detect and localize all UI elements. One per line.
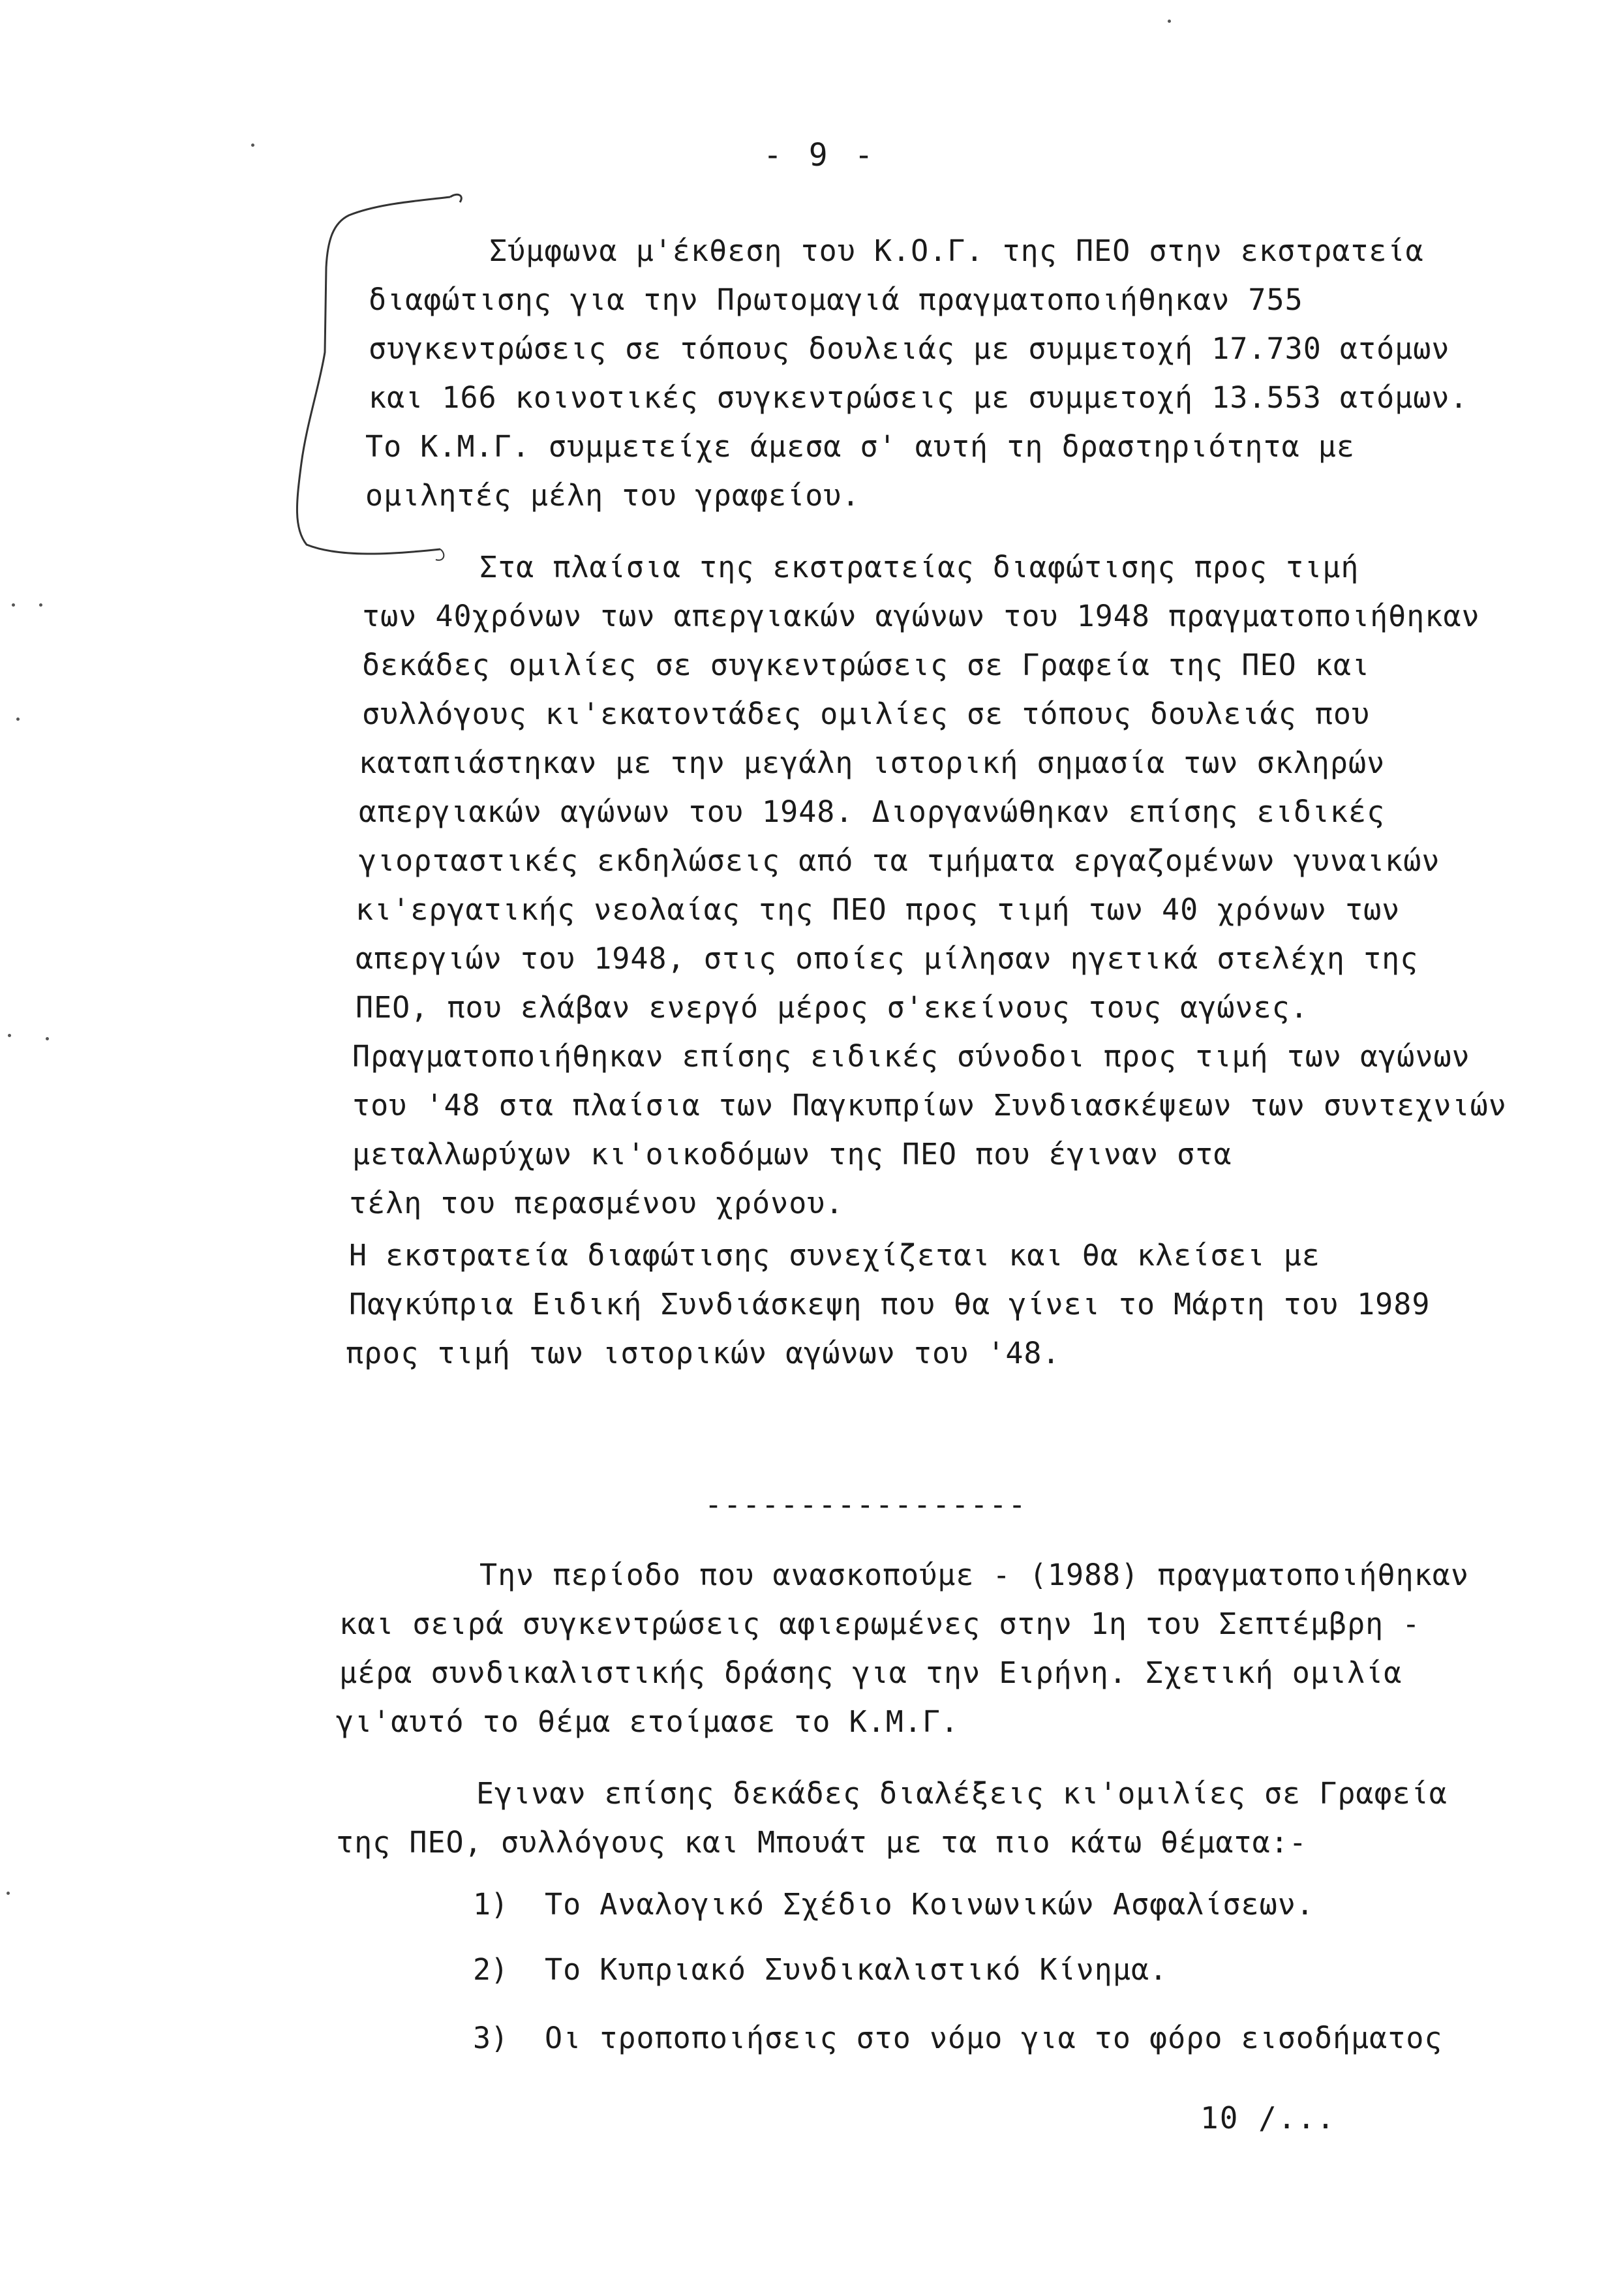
text-line: τέλη του περασμένου χρόνου. [349, 1186, 844, 1220]
text-line: συλλόγους κι'εκατοντάδες ομιλίες σε τόπους δουλειάς που [362, 697, 1371, 731]
text-line: του '48 στα πλαίσια των Παγκυπρίων Συνδιασκέψεων των συντεχνιών [352, 1088, 1507, 1123]
text-line: Την περίοδο που ανασκοπούμε - (1988) πραγματοποιήθηκαν [479, 1558, 1469, 1592]
list-item-number: 1) [473, 1887, 509, 1922]
list-item-text: Οι τροποποιήσεις στο νόμο για το φόρο εισοδήματος [545, 2021, 1443, 2055]
text-line: Η εκστρατεία διαφώτισης συνεχίζεται και θα κλείσει με [349, 1238, 1320, 1273]
text-line: γιορταστικές εκδηλώσεις από τα τμήματα εργαζομένων γυναικών [359, 843, 1440, 878]
text-line: προς τιμή των ιστορικών αγώνων του '48. [346, 1336, 1061, 1370]
scan-speck [251, 144, 254, 147]
text-line: της ΠΕΟ, συλλόγους και Μπουάτ με τα πιο κάτω θέματα:- [336, 1825, 1307, 1860]
scan-speck [7, 1892, 10, 1895]
text-line: Παγκύπρια Ειδική Συνδιάσκεψη που θα γίνει το Μάρτη του 1989 [349, 1287, 1431, 1322]
text-line: ΠΕΟ, που ελάβαν ενεργό μέρος σ'εκείνους τους αγώνες. [356, 990, 1309, 1025]
text-line: απεργιακών αγώνων του 1948. Διοργανώθηκαν επίσης ειδικές [359, 794, 1386, 829]
section-separator: ----------------- [705, 1487, 1027, 1522]
scan-speck [8, 1034, 11, 1037]
list-item-text: Το Αναλογικό Σχέδιο Κοινωνικών Ασφαλίσεων. [545, 1887, 1314, 1922]
text-line: και σειρά συγκεντρώσεις αφιερωμένες στην 1η του Σεπτέμβρη - [339, 1607, 1421, 1641]
text-line: δεκάδες ομιλίες σε συγκεντρώσεις σε Γραφεία της ΠΕΟ και [362, 648, 1371, 682]
list-item-text: Το Κυπριακό Συνδικαλιστικό Κίνημα. [545, 1952, 1168, 1987]
text-line: γι'αυτό το θέμα ετοίμασε το Κ.Μ.Γ. [336, 1704, 960, 1739]
page-number: - 9 - [763, 137, 877, 174]
continuation-marker: 10 /... [1200, 2100, 1336, 2136]
text-line: Το Κ.Μ.Γ. συμμετείχε άμεσα σ' αυτή τη δραστηριότητα με [365, 429, 1355, 464]
text-line: συγκεντρώσεις σε τόπους δουλειάς με συμμετοχή 17.730 ατόμων [369, 331, 1450, 366]
text-line: διαφώτισης για την Πρωτομαγιά πραγματοποιήθηκαν 755 [369, 282, 1303, 317]
scan-speck [12, 603, 15, 607]
text-line: κι'εργατικής νεολαίας της ΠΕΟ προς τιμή των 40 χρόνων των [356, 892, 1401, 927]
text-line: Στα πλαίσια της εκστρατείας διαφώτισης προς τιμή [479, 550, 1359, 584]
list-item-number: 3) [473, 2021, 509, 2055]
scan-speck [16, 718, 20, 721]
text-line: μεταλλωρύχων κι'οικοδόμων της ΠΕΟ που έγιναν στα [352, 1137, 1232, 1171]
text-line: των 40χρόνων των απεργιακών αγώνων του 1948 πραγματοποιήθηκαν [362, 599, 1480, 633]
scan-speck [1168, 20, 1171, 23]
text-line: καταπιάστηκαν με την μεγάλη ιστορική σημασία των σκληρών [359, 746, 1386, 780]
text-line: απεργιών του 1948, στις οποίες μίλησαν ηγετικά στελέχη της [356, 941, 1419, 976]
text-line: Εγιναν επίσης δεκάδες διαλέξεις κι'ομιλίες σε Γραφεία [476, 1776, 1448, 1811]
text-line: Πραγματοποιήθηκαν επίσης ειδικές σύνοδοι προς τιμή των αγώνων [352, 1039, 1470, 1074]
text-line: και 166 κοινοτικές συγκεντρώσεις με συμμετοχή 13.553 ατόμων. [369, 380, 1468, 415]
text-line: Σύμφωνα μ'έκθεση του Κ.Ο.Γ. της ΠΕΟ στην εκστρατεία [489, 234, 1424, 268]
scan-speck [46, 1037, 49, 1040]
text-line: μέρα συνδικαλιστικής δράσης για την Ειρήνη. Σχετική ομιλία [339, 1655, 1403, 1690]
scan-speck [39, 603, 42, 607]
list-item-number: 2) [473, 1952, 509, 1987]
text-line: ομιλητές μέλη του γραφείου. [365, 478, 860, 513]
